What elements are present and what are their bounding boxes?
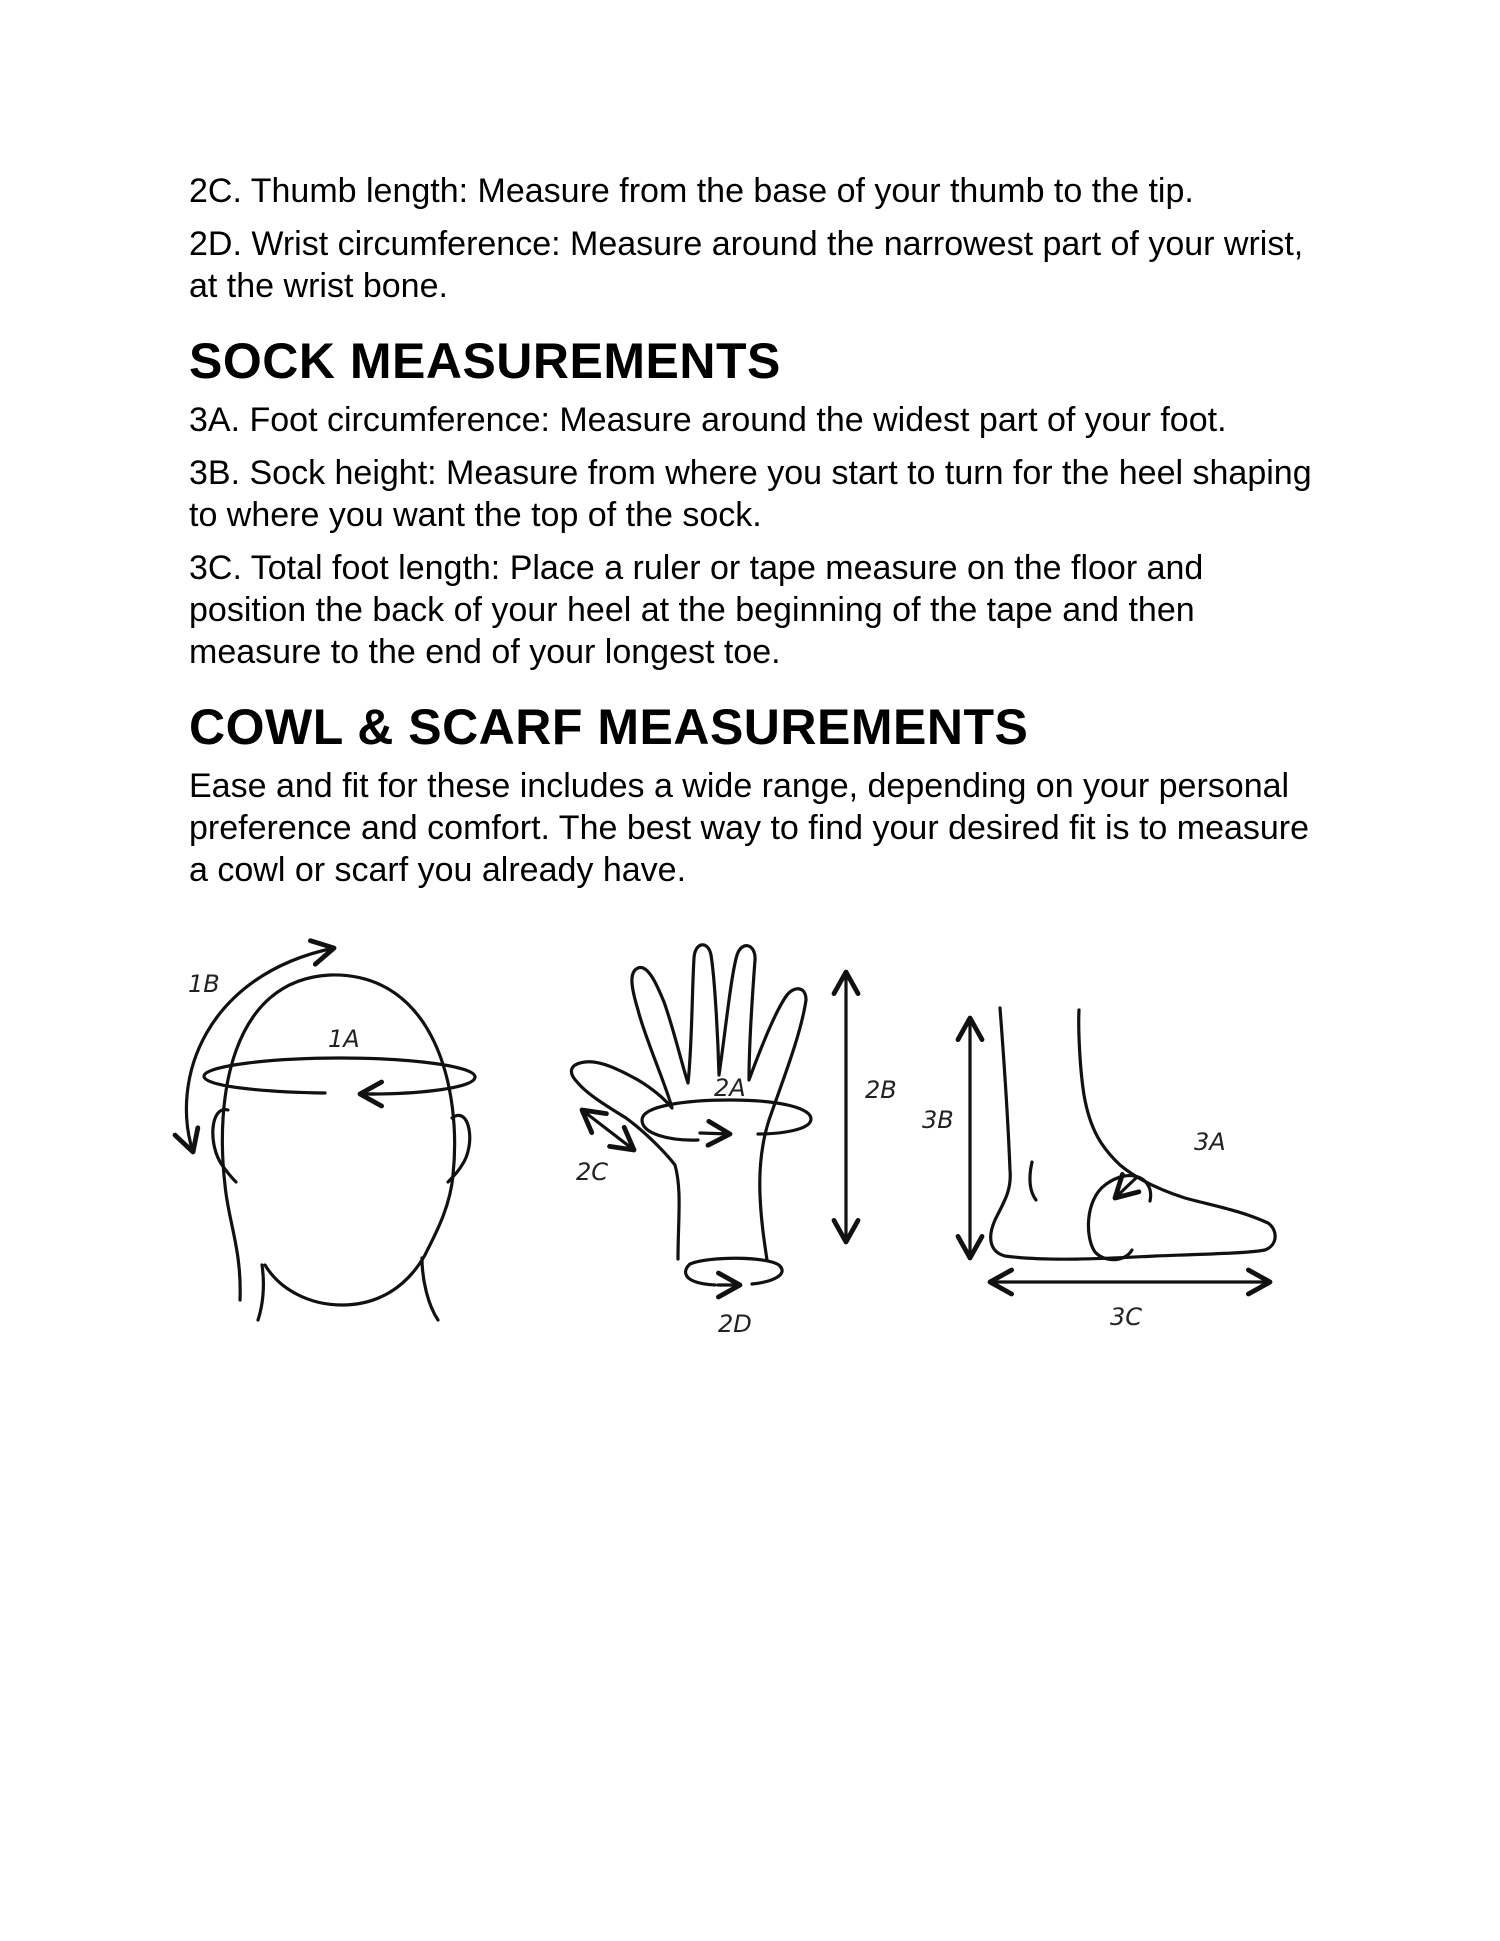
foot-illustration (922, 1008, 1275, 1331)
label-2b: 2B (865, 1076, 897, 1104)
foot-circumference-arrow (1115, 1178, 1136, 1198)
wrist-circumference-instruction: 2D. Wrist circumference: Measure around the narrowest part of your wrist, at the wrist bone. (189, 225, 1304, 305)
label-2a: 2A (714, 1074, 746, 1102)
label-2d: 2D (718, 1310, 752, 1338)
foot-length-instruction: 3C. Total foot length: Place a ruler or tape measure on the floor and position the back of your heel at the beginning of the tape and then measure to the end of your longest toe. (189, 549, 1204, 671)
wrist-ring (686, 1258, 783, 1285)
hand-illustration (571, 945, 896, 1338)
sock-height-instruction: 3B. Sock height: Measure from where you start to turn for the heel shaping to where you want the top of the sock. (189, 454, 1312, 534)
label-3a: 3A (1194, 1128, 1226, 1156)
cowl-scarf-instruction: Ease and fit for these includes a wide range, depending on your personal preference and comfort. The best way to find your desired fit is to measure a cowl or scarf you already have. (189, 767, 1310, 889)
hand-circumference-arrow (700, 1133, 730, 1134)
head-circumference-ring (204, 1058, 475, 1094)
thumb-length-instruction: 2C. Thumb length: Measure from the base of your thumb to the tip. (189, 172, 1194, 210)
head-neck-right (422, 1258, 438, 1320)
label-3b: 3B (922, 1106, 954, 1134)
cowl-scarf-heading: COWL & SCARF MEASUREMENTS (189, 699, 1029, 755)
foot-back-outline (991, 1008, 1275, 1259)
label-2c: 2C (576, 1158, 609, 1186)
head-right-ear (448, 1115, 470, 1182)
foot-circumference-instruction: 3A. Foot circumference: Measure around the widest part of your foot. (189, 401, 1227, 439)
sock-heading: SOCK MEASUREMENTS (189, 333, 781, 389)
head-illustration (186, 948, 475, 1320)
measurement-illustrations (170, 920, 1330, 1360)
foot-ankle-bone (1030, 1162, 1036, 1200)
label-1b: 1B (188, 970, 220, 998)
foot-circumference-ring (1088, 1176, 1150, 1260)
head-neck-left (258, 1265, 263, 1320)
document-body (189, 170, 1329, 902)
illustrations-svg (170, 920, 1330, 1360)
label-1a: 1A (328, 1025, 360, 1053)
thumb-length-arrow (582, 1110, 634, 1150)
label-3c: 3C (1110, 1303, 1143, 1331)
